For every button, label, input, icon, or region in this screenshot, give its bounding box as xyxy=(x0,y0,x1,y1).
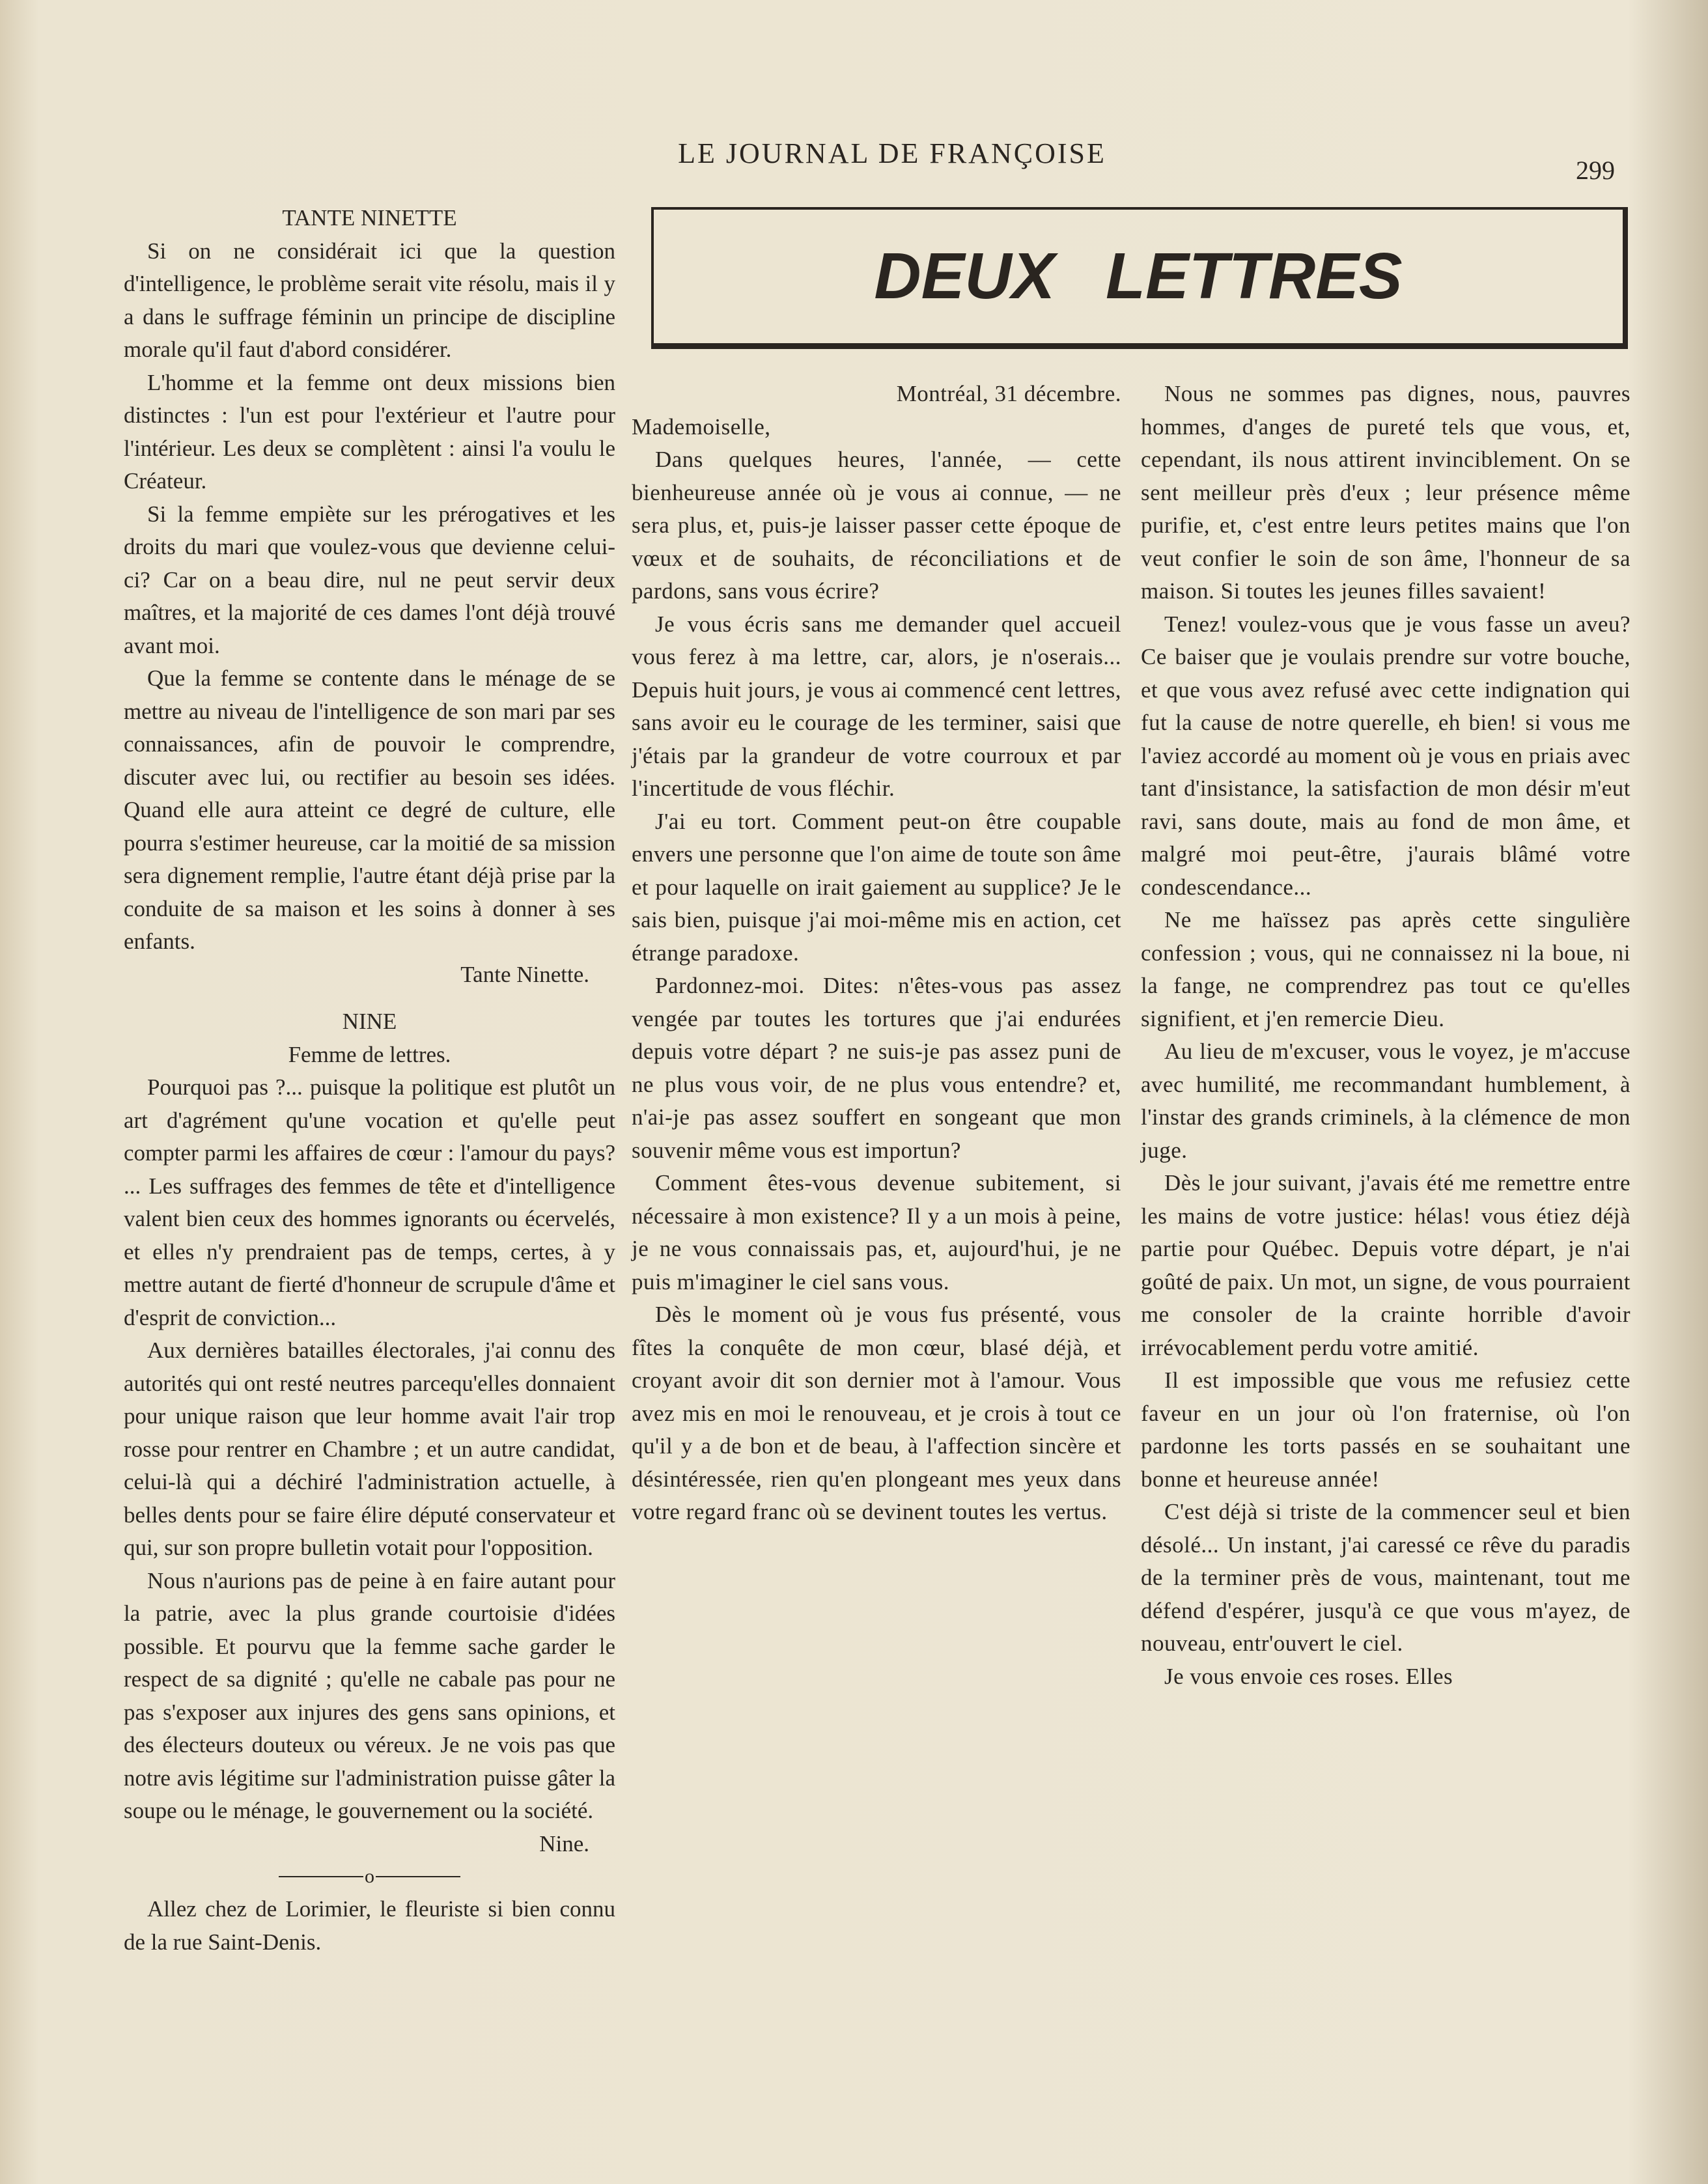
letter-salutation: Mademoiselle, xyxy=(632,413,771,440)
paragraph: Si on ne considérait ici que la question d'intelligence, le problème serait vite résolu, mais il y a dans le suffrage féminin un principe de discipline morale qu'il faut d'abord considérer. xyxy=(124,238,615,362)
signature-nine: Nine. xyxy=(539,1830,589,1856)
section-heading-nine: NINE xyxy=(342,1009,397,1034)
section-separator xyxy=(124,1860,615,1893)
paragraph: Au lieu de m'excuser, vous le voyez, je m'accuse avec humilité, me recommandant humblement, à l'instar des grands criminels, à la clémence de mon juge. xyxy=(1141,1039,1631,1163)
page-number: 299 xyxy=(1576,156,1615,185)
separator-mark: o xyxy=(365,1865,374,1887)
paragraph: Comment êtes-vous devenue subitement, si nécessaire à mon existence? Il y a un mois à peine, je ne vous connaissais pas, et, aujourd'hui, je ne puis m'imaginer le ciel sans vous. xyxy=(632,1170,1121,1295)
paragraph: Pourquoi pas ?... puisque la politique est plutôt un art d'agrément qu'une vocation et qu'elle peut compter parmi les affaires de cœur : l'amour du pays? ... Les suffrages des femmes de tête et d'intelligence valent bien ceux des hommes ignorants ou écervelés, et elles n'y prendraient pas de temps, certes, à y mettre autant de fierté d'honneur de scrupule d'âme et d'esprit de conviction... xyxy=(124,1074,615,1330)
signature-tante-ninette: Tante Ninette. xyxy=(460,961,589,987)
article-title-box xyxy=(651,207,1628,349)
paragraph: C'est déjà si triste de la commencer seul et bien désolé... Un instant, j'ai caressé ce rêve du paradis de la terminer près de vous, maintenant, tout me défend d'espérer, jusqu'à ce que vous m'ayez, de nouveau, entr'ouvert le ciel. xyxy=(1141,1499,1631,1656)
right-column xyxy=(1141,378,1631,1693)
paragraph: J'ai eu tort. Comment peut-on être coupable envers une personne que l'on aime de toute son âme et pour laquelle on irait gaiement au supplice? Je le sais bien, puisque j'ai moi-même mis en action, cet étrange paradoxe. xyxy=(632,808,1121,966)
section-heading-tante-ninette: TANTE NINETTE xyxy=(282,205,457,231)
article-title: DEUX LETTRES xyxy=(874,240,1403,313)
paragraph: Pardonnez-moi. Dites: n'êtes-vous pas assez vengée par toutes les tortures que j'ai endurées depuis votre départ ? ne suis-je pas assez puni de ne plus vous voir, de ne plus vous entendre? et, n'ai-je pas assez souffert en songeant que mon souvenir même vous est importun? xyxy=(632,973,1121,1163)
paragraph: Dans quelques heures, l'année, — cette bienheureuse année où je vous ai connue, — ne sera plus, et, puis-je laisser passer cette époque de vœux et de souhaits, de réconciliations et de pardons, sans vous écrire? xyxy=(632,447,1121,604)
separator-rule xyxy=(376,1876,460,1877)
running-title: LE JOURNAL DE FRANÇOISE xyxy=(678,137,1106,169)
paragraph: Je vous écris sans me demander quel accueil vous ferez à ma lettre, car, alors, je n'oserais... Depuis huit jours, je vous ai commencé cent lettres, sans avoir eu le courage de les terminer, saisi que j'étais par la grandeur de votre courroux et par l'incertitude de vous fléchir. xyxy=(632,611,1121,801)
letter-dateline: Montréal, 31 décembre. xyxy=(896,381,1121,406)
paragraph: Aux dernières batailles électorales, j'ai connu des autorités qui ont resté neutres parcequ'elles donnaient pour unique raison que leur homme avait l'air trop rosse pour rentrer en Chambre ; et un autre candidat, celui-là qui a déchiré l'administration actuelle, à belles dents pour se faire élire député conservateur et qui, sur son propre bulletin votait pour l'opposition. xyxy=(124,1337,615,1560)
middle-column xyxy=(632,378,1121,1529)
paragraph: Je vous envoie ces roses. Elles xyxy=(1164,1663,1453,1689)
section-subheading: Femme de lettres. xyxy=(288,1041,451,1067)
paragraph: Dès le jour suivant, j'avais été me remettre entre les mains de votre justice: hélas! vous étiez déjà partie pour Québec. Depuis votre départ, je n'ai goûté de paix. Un mot, un signe, de vous pourraient me consoler de la crainte horrible d'avoir irrévocablement perdu votre amitié. xyxy=(1141,1170,1631,1360)
paragraph: Nous n'aurions pas de peine à en faire autant pour la patrie, avec la plus grande courtoisie d'idées possible. Et pourvu que la femme sache garder le respect de sa dignité ; qu'elle ne cabale pas pour ne pas s'exposer aux injures des gens sans opinions, et des électeurs douteux ou véreux. Je ne vois pas que notre avis légitime sur l'administration puisse gâter la soupe ou le ménage, le gouvernement ou la société. xyxy=(124,1567,615,1823)
paragraph: Ne me haïssez pas après cette singulière confession ; vous, qui ne connaissez ni la boue, ni la fange, ne comprendrez pas tout ce qu'elles signifient, et j'en remercie Dieu. xyxy=(1141,907,1631,1031)
separator-rule xyxy=(279,1876,363,1877)
paragraph: Si la femme empiète sur les prérogatives et les droits du mari que voulez-vous que devienne celui-ci? Car on a beau dire, nul ne peut servir deux maîtres, et la majorité de ces dames l'ont déjà trouvé avant moi. xyxy=(124,501,615,658)
left-column xyxy=(124,202,615,1959)
paragraph: Allez chez de Lorimier, le fleuriste si bien connu de la rue Saint-Denis. xyxy=(124,1896,615,1955)
paragraph: Que la femme se contente dans le ménage de se mettre au niveau de l'intelligence de son mari par ses connaissances, afin de pouvoir le comprendre, discuter avec lui, ou rectifier au besoin ses idées. Quand elle aura atteint ce degré de culture, elle pourra s'estimer heureuse, car la moitié de sa mission sera dignement remplie, l'autre étant déjà prise par la conduite de sa maison et les soins à donner à ses enfants. xyxy=(124,665,615,954)
paragraph: Tenez! voulez-vous que je vous fasse un aveu? Ce baiser que je voulais prendre sur votre bouche, et que vous avez refusé avec cette indignation qui fut la cause de notre querelle, eh bien! si vous me l'aviez accordé au moment où je vous en priais avec tant d'insistance, la satisfaction de mon désir m'eut ravi, sans doute, mais au fond de mon âme, et malgré moi peut-être, j'aurais blâmé votre condescendance... xyxy=(1141,611,1631,900)
paragraph: Dès le moment où je vous fus présenté, vous fîtes la conquête de mon cœur, blasé déjà, et croyant avoir dit son dernier mot à l'amour. Vous avez mis en moi le renouveau, et je crois à tout ce qu'il y a de bon et de beau, à l'affection sincère et désintéressée, rien qu'en plongeant mes yeux dans votre regard franc où se devinent toutes les vertus. xyxy=(632,1302,1121,1524)
paragraph: Nous ne sommes pas dignes, nous, pauvres hommes, d'anges de pureté tels que vous, et, cependant, ils nous attirent invinciblement. On se sent meilleur près d'eux ; leur présence même purifie, et, c'est entre leurs petites mains que l'on veut confier le soin de son âme, l'honneur de sa maison. Si toutes les jeunes filles savaient! xyxy=(1141,381,1631,604)
paragraph: Il est impossible que vous me refusiez cette faveur en un jour où l'on fraternise, où l'on pardonne les torts passés en se souhaitant une bonne et heureuse année! xyxy=(1141,1367,1631,1492)
paragraph: L'homme et la femme ont deux missions bien distinctes : l'un est pour l'extérieur et l'autre pour l'intérieur. Les deux se complètent : ainsi l'a voulu le Créateur. xyxy=(124,369,615,494)
